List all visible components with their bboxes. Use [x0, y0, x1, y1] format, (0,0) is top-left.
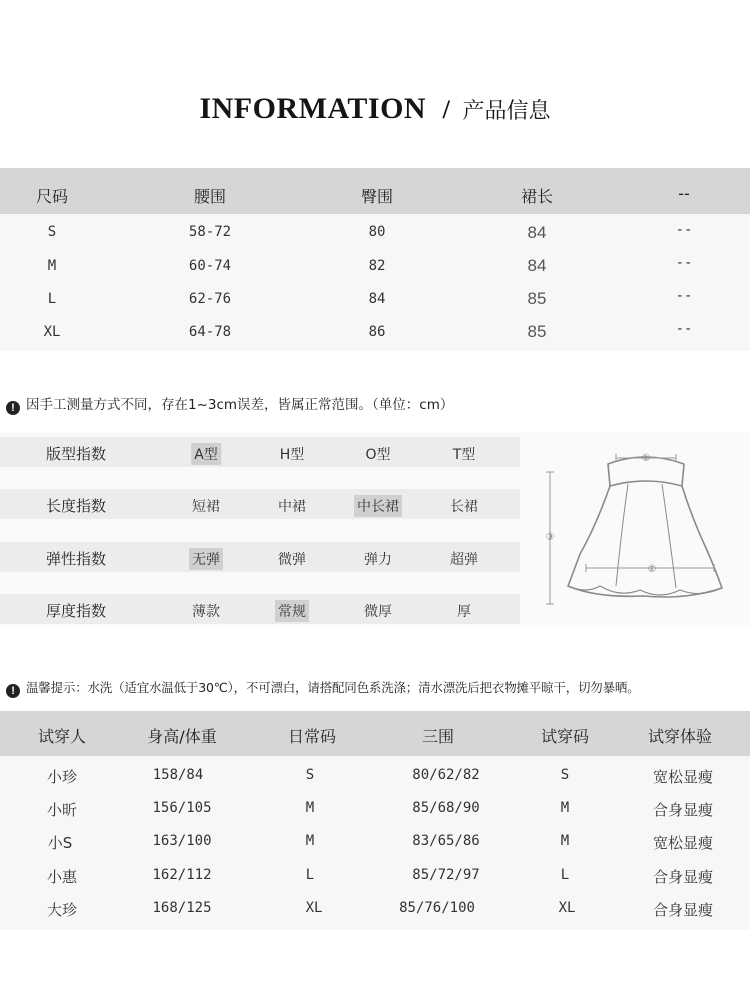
tried-size-cell: L [560, 867, 570, 883]
thickness-option-regular: 常规 [275, 600, 309, 622]
index-label-fit: 版型指数 [46, 445, 107, 463]
skirt-body [568, 486, 722, 597]
height-weight-cell: 156/105 [152, 800, 212, 816]
length-cell: 85 [527, 322, 547, 341]
waist-cell: 60-74 [188, 258, 232, 274]
person-cell: 小S [47, 834, 73, 852]
tryon-header-daily-size: 日常码 [287, 727, 337, 746]
person-cell: 小珍 [46, 768, 78, 786]
measurements-cell: 85/72/97 [412, 867, 480, 883]
person-cell: 大珍 [46, 901, 78, 919]
measurement-note-text: 因手工测量方式不同，存在1~3cm误差，皆属正常范围。（单位：cm） [26, 397, 454, 413]
experience-cell: 宽松显瘦 [652, 768, 714, 786]
length-marker: ③ [545, 532, 555, 543]
title-chinese: 产品信息 [462, 99, 551, 124]
size-header-waist: 腰围 [193, 187, 227, 206]
tried-size-cell: S [560, 767, 570, 783]
daily-size-cell: M [305, 800, 315, 816]
index-label-length: 长度指数 [46, 497, 107, 515]
title-separator: / [442, 95, 450, 124]
waist-cell: 62-76 [188, 291, 232, 307]
tried-size-cell: M [560, 833, 570, 849]
fit-option-o: O型 [365, 447, 391, 463]
size-cell: L [47, 291, 57, 307]
size-cell: S [47, 224, 57, 240]
tryon-header-measurements: 三围 [421, 727, 455, 746]
index-label-thickness: 厚度指数 [46, 602, 107, 620]
daily-size-cell: S [305, 767, 315, 783]
elasticity-option-slight: 微弹 [278, 552, 306, 568]
experience-cell: 宽松显瘦 [652, 834, 714, 852]
size-header-size: 尺码 [35, 187, 69, 206]
tried-size-cell: M [560, 800, 570, 816]
length-cell: 85 [527, 289, 547, 308]
measurements-cell: 85/76/100 [399, 900, 475, 916]
length-cell: 84 [527, 223, 547, 242]
thickness-option-slightly-thick: 微厚 [364, 604, 392, 620]
title-english: INFORMATION [199, 92, 427, 125]
warning-icon: ! [6, 684, 20, 698]
tryon-table-header [0, 711, 750, 756]
waist-cell: 58-72 [188, 224, 232, 240]
tryon-header-experience: 试穿体验 [647, 727, 713, 746]
thickness-option-thin: 薄款 [192, 604, 220, 620]
tryon-header-person: 试穿人 [37, 727, 87, 746]
page-title [0, 92, 750, 126]
waist-marker: ① [641, 453, 651, 464]
daily-size-cell: XL [305, 900, 323, 916]
fit-option-t: T型 [452, 447, 476, 463]
height-weight-cell: 163/100 [152, 833, 212, 849]
elasticity-option-stretch: 弹力 [364, 552, 392, 568]
hip-cell: 84 [368, 291, 386, 307]
extra-cell: -- [675, 321, 693, 337]
extra-cell: -- [675, 222, 693, 238]
care-note [6, 678, 640, 698]
fit-option-h: H型 [279, 447, 305, 463]
height-weight-cell: 168/125 [152, 900, 212, 916]
person-cell: 小惠 [46, 868, 78, 886]
elasticity-option-none: 无弹 [189, 548, 223, 570]
measurement-note [6, 393, 453, 415]
length-option-midlong: 中长裙 [354, 495, 402, 517]
thickness-option-thick: 厚 [457, 604, 471, 620]
length-option-long: 长裙 [450, 499, 478, 515]
person-cell: 小昕 [46, 801, 78, 819]
measurements-cell: 80/62/82 [412, 767, 480, 783]
hip-cell: 82 [368, 258, 386, 274]
tryon-header-tried-size: 试穿码 [540, 727, 590, 746]
length-cell: 84 [527, 256, 547, 275]
daily-size-cell: M [305, 833, 315, 849]
experience-cell: 合身显瘦 [652, 901, 714, 919]
size-table-header [0, 168, 750, 214]
daily-size-cell: L [305, 867, 315, 883]
hem-marker: ② [647, 564, 657, 575]
length-option-short: 短裙 [192, 499, 220, 515]
measurements-cell: 83/65/86 [412, 833, 480, 849]
index-label-elasticity: 弹性指数 [46, 550, 107, 568]
measurements-cell: 85/68/90 [412, 800, 480, 816]
hip-cell: 80 [368, 224, 386, 240]
extra-cell: -- [675, 255, 693, 271]
size-table [0, 168, 750, 351]
size-header-hip: 臀围 [360, 187, 394, 206]
waist-cell: 64-78 [188, 324, 232, 340]
size-header-extra: -- [678, 184, 690, 203]
experience-cell: 合身显瘦 [652, 868, 714, 886]
warning-icon: ! [6, 401, 20, 415]
size-cell: M [47, 258, 57, 274]
length-option-mid: 中裙 [278, 499, 306, 515]
extra-cell: -- [675, 288, 693, 304]
tried-size-cell: XL [558, 900, 576, 916]
tryon-table [0, 711, 750, 930]
size-cell: XL [43, 324, 61, 340]
elasticity-option-super: 超弹 [450, 552, 478, 568]
size-header-length: 裙长 [520, 187, 554, 206]
care-note-text: 温馨提示：水洗（适宜水温低于30℃），不可漂白，请搭配同色系洗涤；清水漂洗后把衣物摊平晾干，切勿暴晒。 [26, 680, 640, 695]
skirt-measurement-diagram [536, 436, 750, 620]
hip-cell: 86 [368, 324, 386, 340]
height-weight-cell: 162/112 [152, 867, 212, 883]
fit-option-a: A型 [191, 443, 221, 465]
experience-cell: 合身显瘦 [652, 801, 714, 819]
height-weight-cell: 158/84 [152, 767, 204, 783]
tryon-header-height-weight: 身高/体重 [147, 727, 217, 746]
